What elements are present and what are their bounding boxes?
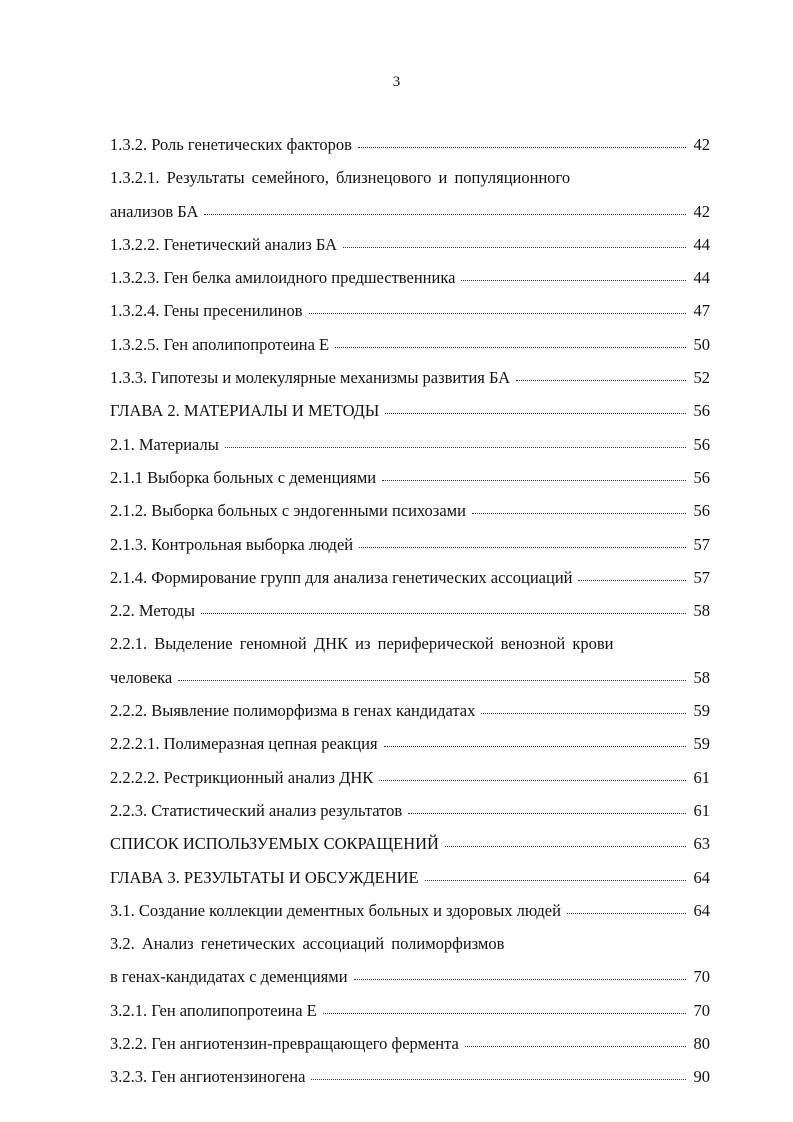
dot-leader	[461, 280, 686, 281]
toc-entry	[110, 994, 710, 1027]
toc-entry-page: 59	[693, 701, 710, 721]
toc-entry	[110, 528, 710, 561]
dot-leader	[379, 780, 686, 781]
toc-entry	[110, 727, 710, 760]
toc-entry-page: 57	[693, 534, 710, 554]
toc-entry-title: 2.1.4. Формирование групп для анализа генетических ассоциаций	[110, 567, 573, 587]
toc-entry	[110, 161, 710, 194]
toc-entry-title: 1.3.2. Роль генетических факторов	[110, 135, 352, 154]
toc-entry	[110, 394, 710, 427]
toc-entry	[110, 1060, 710, 1093]
toc-entry-title: 3.2.3. Ген ангиотензиногена	[110, 1067, 306, 1087]
page-number: 3	[392, 74, 401, 90]
toc-entry	[110, 1027, 710, 1060]
toc-entry-title: 3.2.1. Ген аполипопротеина Е	[110, 1000, 317, 1020]
toc-entry-page: 44	[693, 268, 710, 288]
toc-entry-title: 2.1.2. Выборка больных с эндогенными психозами	[110, 501, 466, 521]
toc-entry-page: 58	[693, 667, 710, 687]
toc-entry	[110, 627, 710, 660]
toc-entry	[110, 428, 710, 461]
toc-entry	[110, 960, 710, 993]
toc-entry-page: 59	[693, 734, 710, 754]
toc-entry-title: 2.2.2. Выявление полиморфизма в генах кандидатах	[110, 701, 476, 721]
toc-entry-title: 2.2.2.2. Рестрикционный анализ ДНК	[110, 767, 374, 787]
toc-entry-title: 2.2.3. Статистический анализ результатов	[110, 800, 403, 820]
toc-entry-page: 42	[693, 135, 710, 154]
toc-entry-page: 56	[693, 501, 710, 521]
toc-entry-title: в генах-кандидатах с деменциями	[110, 967, 348, 987]
toc-entry	[110, 594, 710, 627]
toc-entry-page: 58	[693, 601, 710, 621]
dot-leader	[567, 913, 686, 914]
toc-entry-title: 2.2.2.1. Полимеразная цепная реакция	[110, 734, 378, 754]
toc-entry	[110, 894, 710, 927]
toc-entry	[110, 328, 710, 361]
toc-entry	[110, 494, 710, 527]
toc-entry-title: ГЛАВА 3. РЕЗУЛЬТАТЫ И ОБСУЖДЕНИЕ	[110, 867, 419, 887]
dot-leader	[323, 1013, 686, 1014]
table-of-contents	[110, 128, 710, 1094]
toc-entry-page: 56	[693, 434, 710, 454]
toc-entry-page: 63	[693, 834, 710, 854]
dot-leader	[335, 347, 686, 348]
toc-entry-page: 61	[693, 800, 710, 820]
toc-entry-title: 2.1. Материалы	[110, 434, 219, 454]
toc-entry-page: 70	[693, 967, 710, 987]
toc-entry-title: 2.2.1. Выделение геномной ДНК из периферической венозной крови	[110, 634, 614, 654]
toc-entry	[110, 228, 710, 261]
toc-entry	[110, 261, 710, 294]
dot-leader	[481, 713, 686, 714]
toc-entry-page: 52	[693, 368, 710, 388]
toc-entry	[110, 661, 710, 694]
toc-entry-title: 1.3.2.2. Генетический анализ БА	[110, 234, 338, 254]
toc-entry-page: 80	[693, 1034, 710, 1054]
toc-entry-title: 1.3.2.5. Ген аполипопротеина Е	[110, 334, 330, 354]
toc-entry-page: 64	[693, 900, 710, 920]
toc-entry	[110, 461, 710, 494]
toc-entry-title: 2.2. Методы	[110, 601, 195, 621]
toc-entry-page: 57	[693, 567, 710, 587]
toc-entry-page: 56	[693, 467, 710, 487]
toc-entry-page: 56	[693, 401, 710, 421]
toc-entry-page: 90	[693, 1067, 710, 1087]
toc-entry-title: 1.3.2.1. Результаты семейного, близнецового и популяционного	[110, 168, 571, 188]
dot-leader	[354, 979, 686, 980]
dot-leader	[343, 247, 686, 248]
toc-entry-page: 42	[693, 201, 710, 221]
dot-leader	[385, 413, 686, 414]
dot-leader	[201, 613, 686, 614]
toc-entry-page: 61	[693, 767, 710, 787]
toc-entry	[110, 927, 710, 960]
dot-leader	[472, 513, 686, 514]
toc-entry-title: 2.1.1 Выборка больных с деменциями	[110, 467, 377, 487]
toc-entry-page: 44	[693, 234, 710, 254]
dot-leader	[445, 846, 686, 847]
toc-entry	[110, 195, 710, 228]
dot-leader	[204, 214, 686, 215]
toc-entry-title: 3.2.2. Ген ангиотензин-превращающего фермента	[110, 1034, 459, 1054]
toc-entry-title: ГЛАВА 2. МАТЕРИАЛЫ И МЕТОДЫ	[110, 401, 380, 421]
toc-entry	[110, 361, 710, 394]
toc-entry-title: 1.3.2.4. Гены пресенилинов	[110, 301, 303, 321]
toc-entry-title: СПИСОК ИСПОЛЬЗУЕМЫХ СОКРАЩЕНИЙ	[110, 834, 439, 854]
toc-entry-title: 3.1. Создание коллекции дементных больных и здоровых людей	[110, 900, 561, 920]
dot-leader	[178, 680, 686, 681]
dot-leader	[358, 147, 686, 148]
toc-entry	[110, 294, 710, 327]
toc-entry	[110, 561, 710, 594]
dot-leader	[578, 580, 686, 581]
dot-leader	[408, 813, 686, 814]
toc-entry-title: 3.2. Анализ генетических ассоциаций полиморфизмов	[110, 934, 505, 954]
toc-entry	[110, 794, 710, 827]
dot-leader	[225, 447, 686, 448]
toc-entry-title: анализов БА	[110, 201, 199, 221]
dot-leader	[465, 1046, 686, 1047]
toc-entry	[110, 694, 710, 727]
toc-entry-page: 50	[693, 334, 710, 354]
toc-entry-title: человека	[110, 667, 173, 687]
dot-leader	[516, 380, 686, 381]
toc-entry-page: 64	[693, 867, 710, 887]
dot-leader	[309, 313, 686, 314]
dot-leader	[384, 746, 686, 747]
dot-leader	[425, 880, 686, 881]
dot-leader	[359, 547, 686, 548]
toc-entry-title: 1.3.3. Гипотезы и молекулярные механизмы развития БА	[110, 368, 511, 388]
toc-entry-page: 47	[693, 301, 710, 321]
toc-entry	[110, 128, 710, 161]
toc-entry	[110, 761, 710, 794]
toc-entry	[110, 827, 710, 860]
dot-leader	[382, 480, 686, 481]
toc-entry-title: 1.3.2.3. Ген белка амилоидного предшественника	[110, 268, 456, 288]
toc-entry	[110, 861, 710, 894]
toc-entry-title: 2.1.3. Контрольная выборка людей	[110, 534, 354, 554]
dot-leader	[311, 1079, 686, 1080]
toc-entry-page: 70	[693, 1000, 710, 1020]
